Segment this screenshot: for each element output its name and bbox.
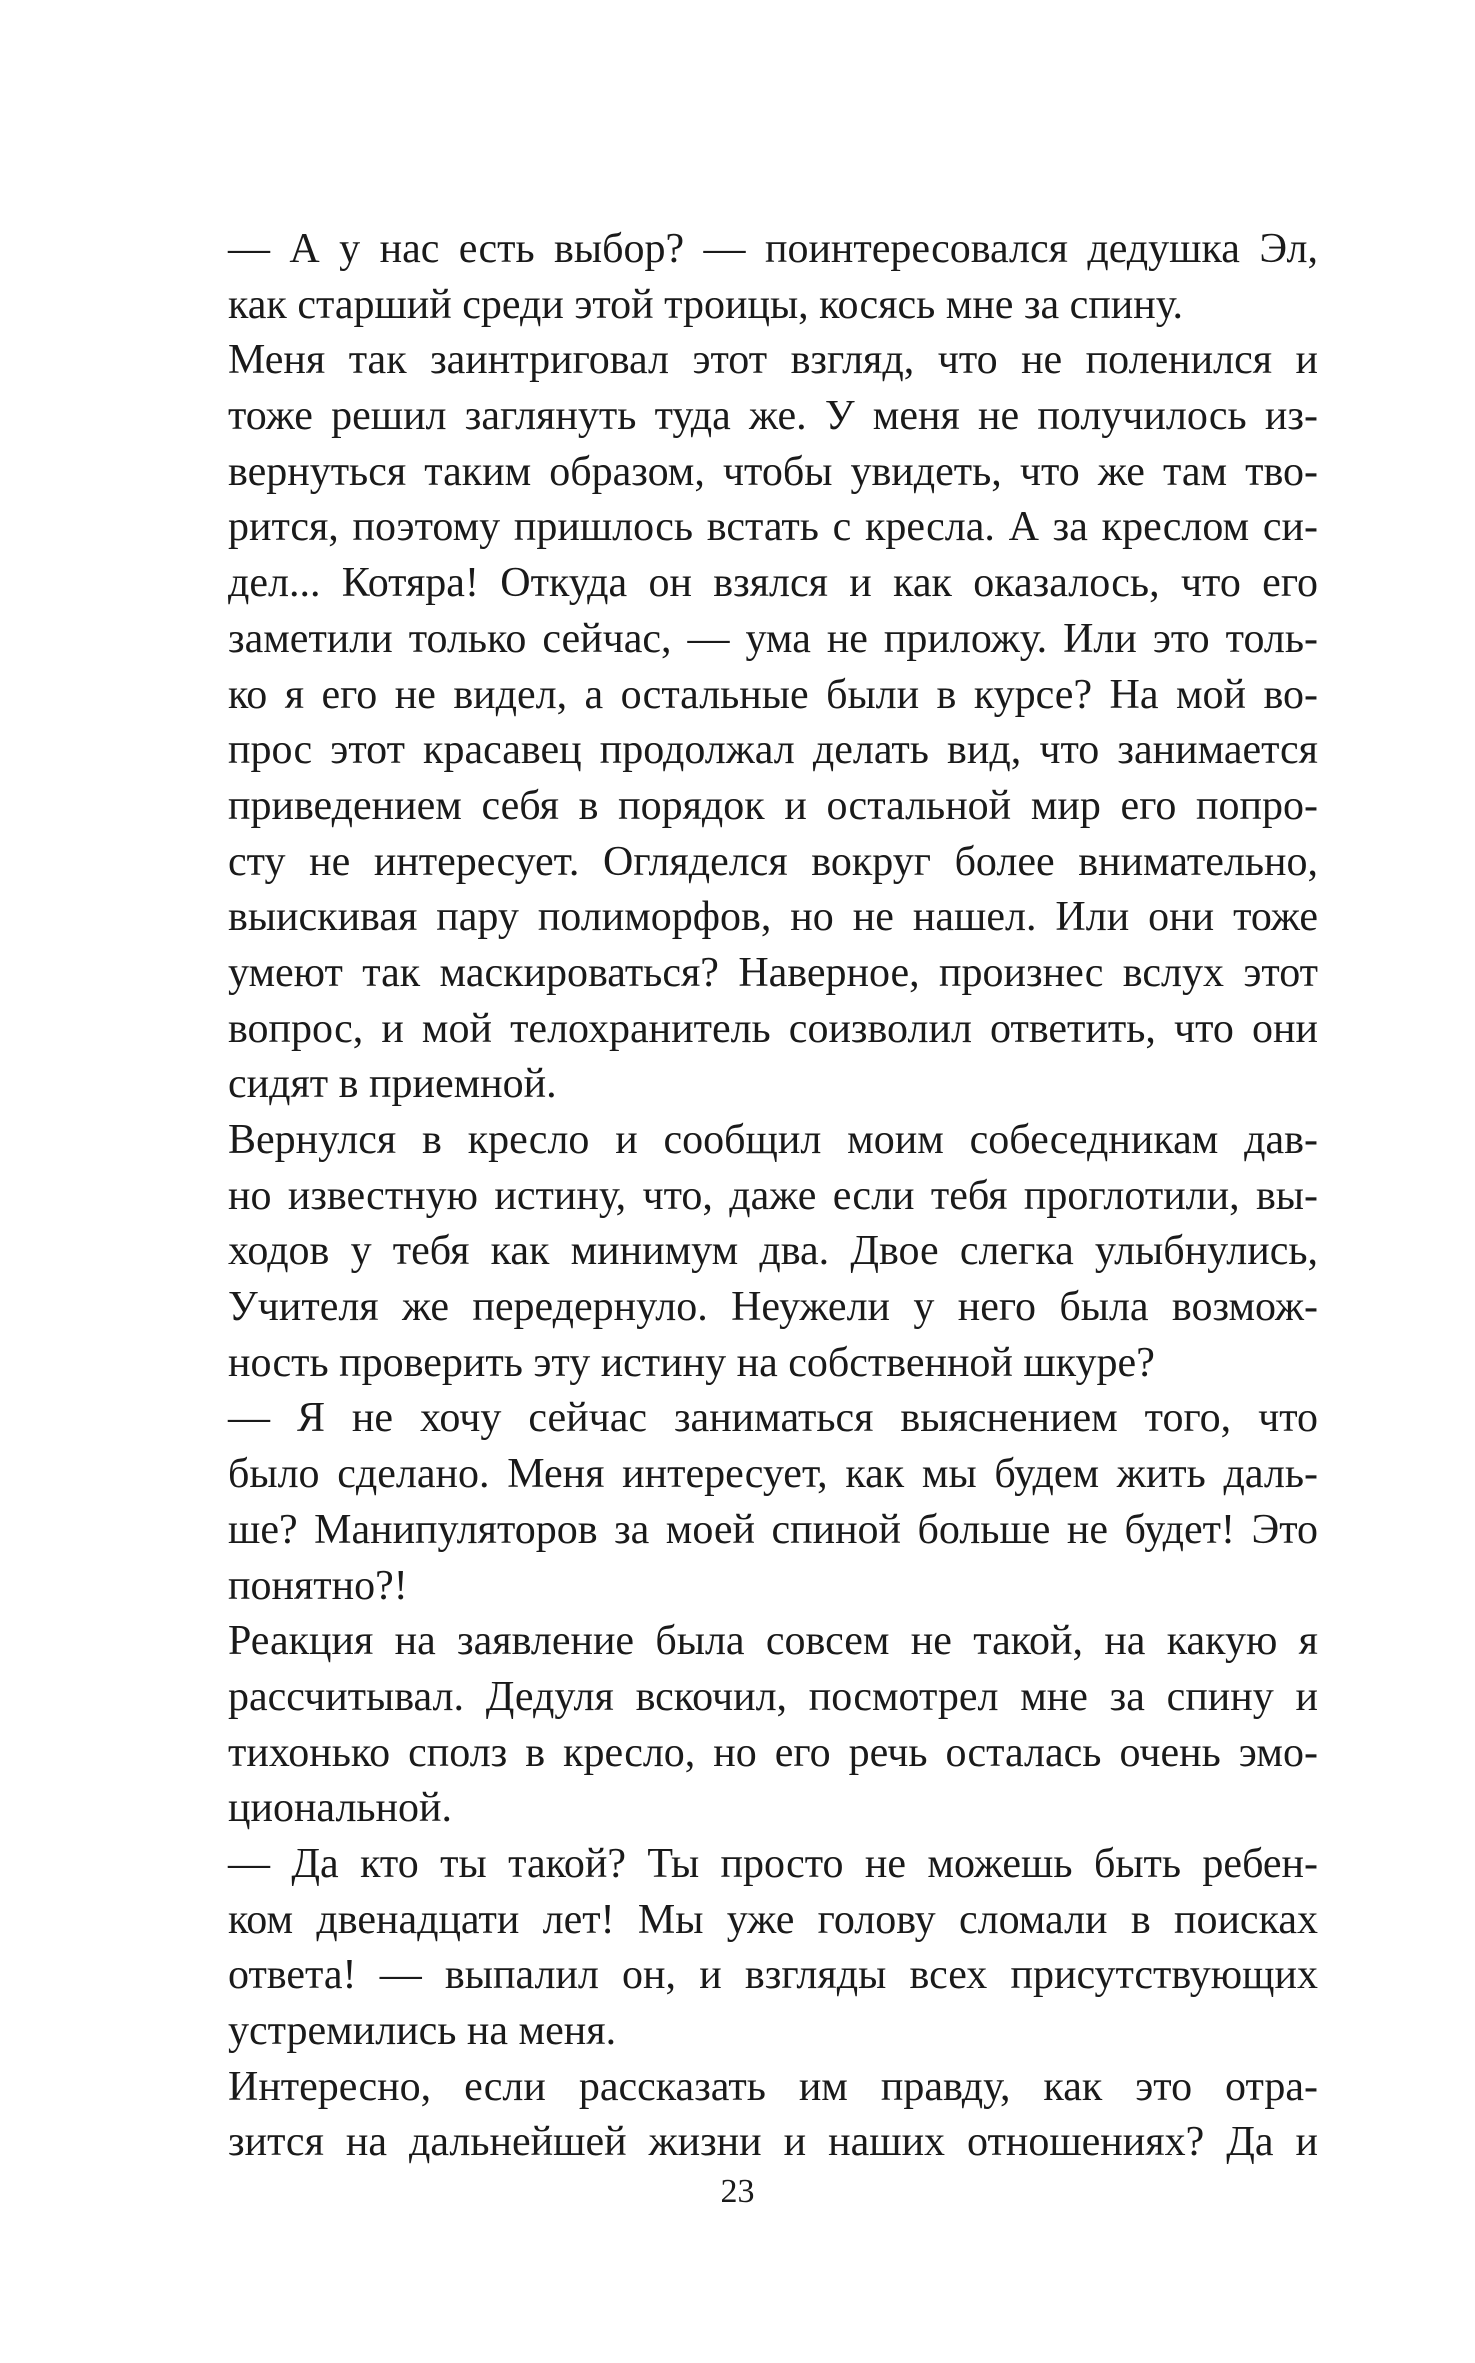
text-line: вернуться таким образом, чтобы увидеть, что же там тво- <box>228 448 1318 495</box>
text-line: рится, поэтому пришлось встать с кресла. А за креслом си- <box>228 504 1318 551</box>
text-line: ность проверить эту истину на собственной шкуре? <box>228 1339 1155 1386</box>
text-line: выискивая пару полиморфов, но не нашел. Или они тоже <box>228 894 1318 941</box>
text-line: тихонько сполз в кресло, но его речь осталась очень эмо- <box>228 1729 1318 1776</box>
text-line: рассчитывал. Дедуля вскочил, посмотрел мне за спину и <box>228 1673 1318 1720</box>
text-line: ходов у тебя как минимум два. Двое слегка улыбнулись, <box>228 1228 1318 1275</box>
text-line: сту не интересует. Огляделся вокруг более внимательно, <box>228 838 1318 885</box>
text-line: Учителя же передернуло. Неужели у него была возмож- <box>228 1284 1318 1331</box>
text-line: ком двенадцати лет! Мы уже голову сломали в поисках <box>228 1896 1318 1943</box>
text-line: вопрос, и мой телохранитель соизволил ответить, что они <box>228 1005 1318 1052</box>
text-line: приведением себя в порядок и остальной мир его попро- <box>228 782 1318 829</box>
text-line: тоже решил заглянуть туда же. У меня не получилось из- <box>228 393 1318 440</box>
text-line: зится на дальнейшей жизни и наших отношениях? Да и <box>228 2119 1318 2166</box>
text-line: заметили только сейчас, — ума не приложу. Или это толь- <box>228 615 1318 662</box>
text-line: понятно?! <box>228 1562 408 1609</box>
text-line: как старший среди этой троицы, косясь мне за спину. <box>228 281 1184 328</box>
text-line: Вернулся в кресло и сообщил моим собеседникам дав- <box>228 1117 1318 1163</box>
text-line: ше? Манипуляторов за моей спиной больше не будет! Это <box>228 1506 1318 1553</box>
page-body-text <box>228 222 1318 2171</box>
text-line: ко я его не видел, а остальные были в курсе? На мой во- <box>228 671 1318 718</box>
text-line: — Я не хочу сейчас заниматься выяснением того, что <box>228 1395 1318 1442</box>
text-line: — Да кто ты такой? Ты просто не можешь быть ребен- <box>228 1840 1318 1887</box>
page-number: 23 <box>720 2173 755 2210</box>
text-line: Реакция на заявление была совсем не такой, на какую я <box>228 1618 1318 1665</box>
text-line: сидят в приемной. <box>228 1061 557 1108</box>
text-line: дел... Котяра! Откуда он взялся и как оказалось, что его <box>228 560 1318 607</box>
text-line: но известную истину, что, даже если тебя проглотили, вы- <box>228 1172 1318 1219</box>
text-line: ответа! — выпалил он, и взгляды всех присутствующих <box>228 1952 1318 1999</box>
text-line: было сделано. Меня интересует, как мы будем жить даль- <box>228 1451 1318 1498</box>
text-line: циональной. <box>228 1785 453 1832</box>
text-line: умеют так маскироваться? Наверное, произнес вслух этот <box>228 949 1318 996</box>
text-line: Меня так заинтриговал этот взгляд, что не поленился и <box>228 337 1318 384</box>
text-line: Интересно, если рассказать им правду, как это отра- <box>228 2063 1318 2110</box>
text-line: устремились на меня. <box>228 2008 617 2054</box>
text-line: — А у нас есть выбор? — поинтересовался дедушка Эл, <box>228 226 1318 272</box>
text-line: прос этот красавец продолжал делать вид, что занимается <box>228 727 1318 774</box>
